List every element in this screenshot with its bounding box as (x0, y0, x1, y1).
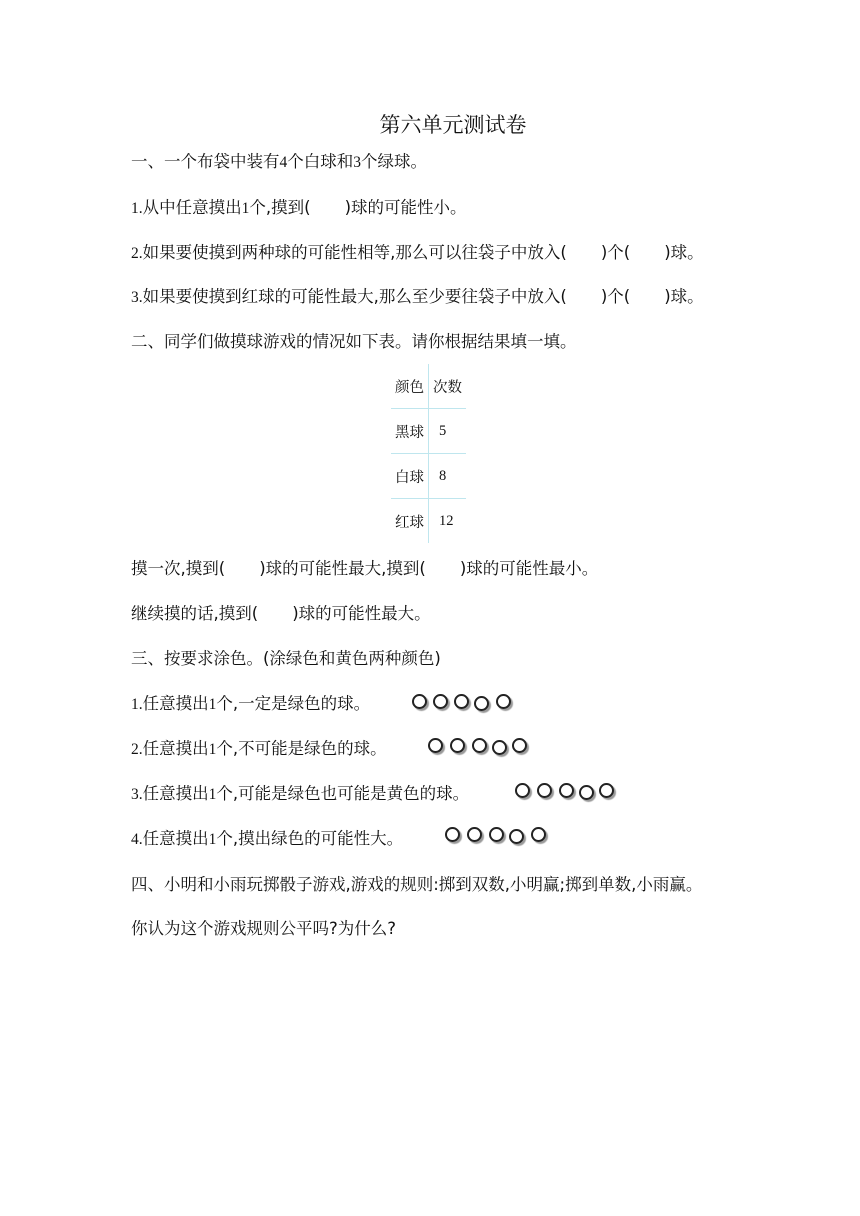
ball-circle[interactable] (412, 694, 427, 709)
coloring-item-1: 1.任意摸出1个,一定是绿色的球。 (131, 694, 371, 713)
ball-circle[interactable] (474, 696, 489, 711)
ball-circle[interactable] (509, 829, 524, 844)
table-cell: 红球 (391, 499, 429, 544)
results-table (391, 364, 466, 543)
table-row (391, 409, 466, 454)
question-1-1: 1.从中任意摸出1个,摸到( )球的可能性小。 (131, 198, 467, 217)
ball-circle[interactable] (599, 783, 614, 798)
table-row (391, 364, 466, 409)
ball-circle[interactable] (433, 694, 448, 709)
ball-circle[interactable] (450, 738, 465, 753)
ball-circle[interactable] (492, 740, 507, 755)
table-header-count: 次数 (429, 364, 467, 409)
question-1-2: 2.如果要使摸到两种球的可能性相等,那么可以往袋子中放入( )个( )球。 (131, 243, 704, 262)
ball-circle[interactable] (537, 783, 552, 798)
table-cell: 白球 (391, 454, 429, 499)
ball-circle[interactable] (515, 783, 530, 798)
ball-circle[interactable] (428, 738, 443, 753)
ball-circle[interactable] (472, 738, 487, 753)
section4-heading: 四、小明和小雨玩掷骰子游戏,游戏的规则:掷到双数,小明赢;掷到单数,小雨赢。 (131, 875, 703, 894)
section2-heading: 二、同学们做摸球游戏的情况如下表。请你根据结果填一填。 (131, 332, 577, 351)
table-cell: 5 (429, 409, 467, 454)
ball-circle[interactable] (454, 694, 469, 709)
page-title: 第六单元测试卷 (379, 113, 527, 137)
table-header-color: 颜色 (391, 364, 429, 409)
ball-circle[interactable] (579, 785, 594, 800)
section2-line-1: 摸一次,摸到( )球的可能性最大,摸到( )球的可能性最小。 (131, 559, 599, 578)
ball-circle[interactable] (531, 827, 546, 842)
coloring-item-2: 2.任意摸出1个,不可能是绿色的球。 (131, 739, 387, 758)
table-row (391, 454, 466, 499)
ball-circle[interactable] (496, 694, 511, 709)
ball-circle[interactable] (445, 827, 460, 842)
coloring-item-3: 3.任意摸出1个,可能是绿色也可能是黄色的球。 (131, 784, 470, 803)
coloring-item-4: 4.任意摸出1个,摸出绿色的可能性大。 (131, 829, 404, 848)
question-1-3: 3.如果要使摸到红球的可能性最大,那么至少要往袋子中放入( )个( )球。 (131, 287, 704, 306)
table-cell: 8 (429, 454, 467, 499)
table-row (391, 499, 466, 544)
table-cell: 黑球 (391, 409, 429, 454)
section3-heading: 三、按要求涂色。(涂绿色和黄色两种颜色) (131, 649, 441, 668)
section4-question: 你认为这个游戏规则公平吗?为什么? (131, 919, 397, 938)
table-cell: 12 (439, 512, 454, 529)
section1-heading: 一、一个布袋中装有4个白球和3个绿球。 (131, 152, 427, 171)
ball-circle[interactable] (512, 738, 527, 753)
ball-circle[interactable] (559, 783, 574, 798)
ball-circle[interactable] (489, 827, 504, 842)
ball-circle[interactable] (467, 827, 482, 842)
section2-line-2: 继续摸的话,摸到( )球的可能性最大。 (131, 604, 431, 623)
